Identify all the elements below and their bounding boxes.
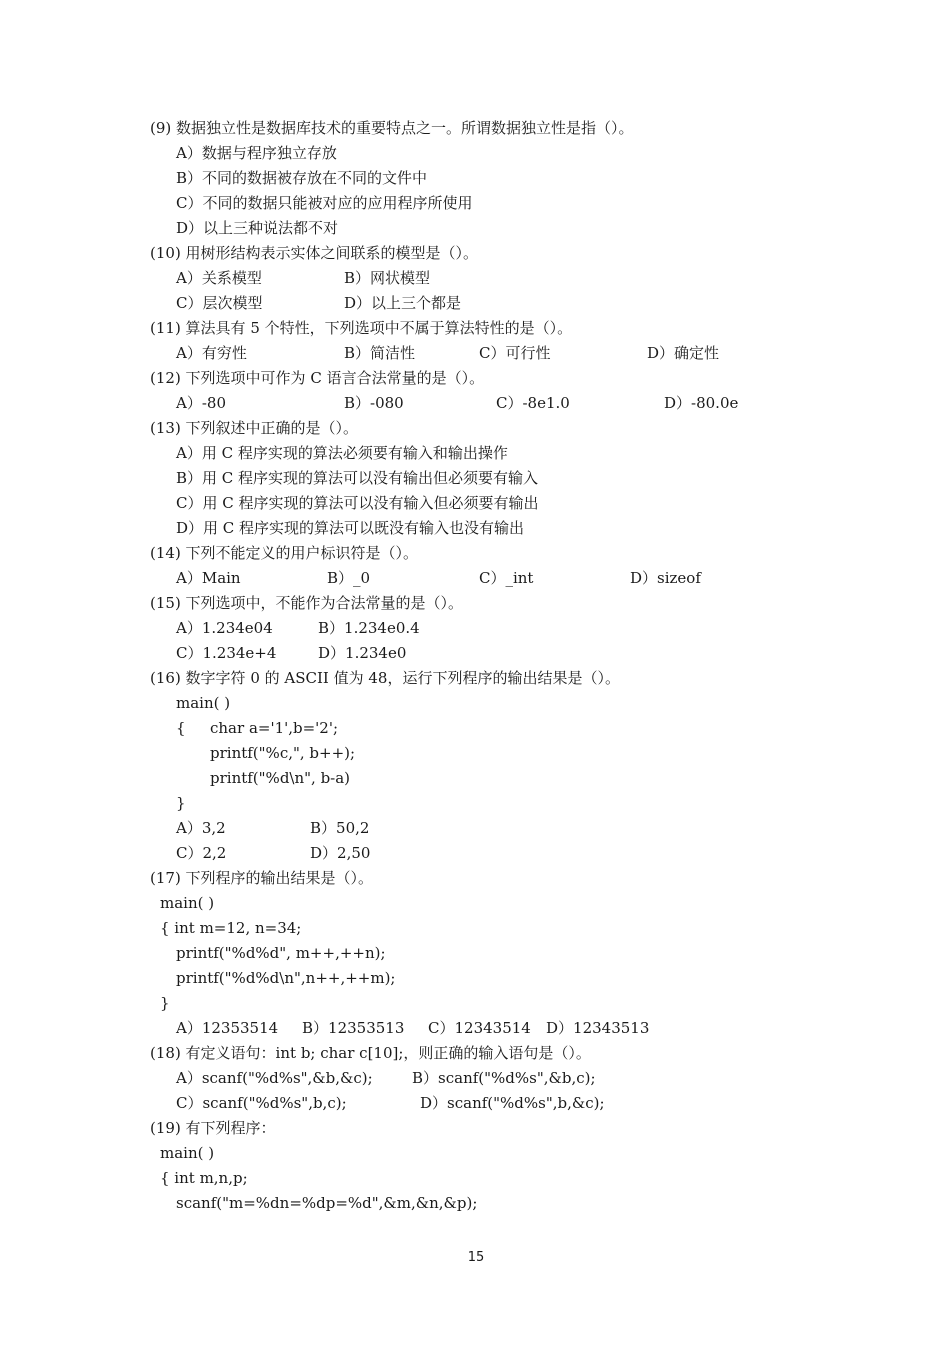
question-19: (19) 有下列程序： <box>150 1119 276 1137</box>
q10-option-b: B）网状模型 <box>344 269 431 287</box>
q13-option-d: D）用 C 程序实现的算法可以既没有输入也没有输出 <box>176 519 525 537</box>
q17-option-b: B）12353513 <box>302 1019 405 1037</box>
question-16: (16) 数字字符 0 的 ASCII 值为 48，运行下列程序的输出结果是（）。 <box>150 669 620 687</box>
question-14: (14) 下列不能定义的用户标识符是（）。 <box>150 544 419 562</box>
question-12: (12) 下列选项中可作为 C 语言合法常量的是（）。 <box>150 369 485 387</box>
q16-option-d: D）2,50 <box>310 844 371 862</box>
q13-option-c: C）用 C 程序实现的算法可以没有输入但必须要有输出 <box>176 494 539 512</box>
question-18: (18) 有定义语句：int b; char c[10];，则正确的输入语句是（）。 <box>150 1044 591 1062</box>
q16-code-line: char a='1',b='2'; <box>210 719 339 737</box>
q11-option-a: A）有穷性 <box>176 344 247 362</box>
q16-code-line: { <box>176 719 186 737</box>
q12-option-d: D）-80.0e <box>664 394 739 412</box>
q17-option-c: C）12343514 <box>428 1019 531 1037</box>
q19-code-line: scanf("m=%dn=%dp=%d",&m,&n,&p); <box>176 1194 478 1212</box>
q9-option-c: C）不同的数据只能被对应的应用程序所使用 <box>176 194 473 212</box>
q9-option-b: B）不同的数据被存放在不同的文件中 <box>176 169 428 187</box>
q17-code-line: printf("%d%d\n",n++,++m); <box>176 969 396 987</box>
question-17: (17) 下列程序的输出结果是（）。 <box>150 869 374 887</box>
q14-option-a: A）Main <box>176 569 241 587</box>
q19-code-line: main( ) <box>160 1144 215 1162</box>
q18-option-c: C）scanf("%d%s",b,c); <box>176 1094 347 1112</box>
q9-option-a: A）数据与程序独立存放 <box>176 144 337 162</box>
question-11: (11) 算法具有 5 个特性，下列选项中不属于算法特性的是（）。 <box>150 319 573 337</box>
question-10: (10) 用树形结构表示实体之间联系的模型是（）。 <box>150 244 479 262</box>
q19-code-line: { int m,n,p; <box>160 1169 248 1187</box>
page-number: 15 <box>467 1250 485 1265</box>
q10-option-c: C）层次模型 <box>176 294 263 312</box>
q11-option-d: D）确定性 <box>647 344 720 362</box>
question-9: (9) 数据独立性是数据库技术的重要特点之一。所谓数据独立性是指（）。 <box>150 119 634 137</box>
q18-option-b: B）scanf("%d%s",&b,c); <box>412 1069 596 1087</box>
q15-option-d: D）1.234e0 <box>318 644 407 662</box>
q16-option-a: A）3,2 <box>176 819 226 837</box>
q17-code-line: { int m=12, n=34; <box>160 919 302 937</box>
q12-option-a: A）-80 <box>176 394 226 412</box>
q17-code-line: } <box>160 994 170 1012</box>
q14-option-d: D）sizeof <box>630 569 701 587</box>
q12-option-c: C）-8e1.0 <box>496 394 570 412</box>
q12-option-b: B）-080 <box>344 394 404 412</box>
q16-option-b: B）50,2 <box>310 819 370 837</box>
q16-code-line: printf("%d\n", b-a) <box>210 769 351 787</box>
q16-code-line: printf("%c,", b++); <box>210 744 356 762</box>
q14-option-c: C）_int <box>479 569 534 587</box>
q15-option-c: C）1.234e+4 <box>176 644 277 662</box>
q10-option-a: A）关系模型 <box>176 269 262 287</box>
q17-option-d: D）12343513 <box>546 1019 650 1037</box>
q18-option-d: D）scanf("%d%s",b,&c); <box>420 1094 605 1112</box>
q17-code-line: printf("%d%d", m++,++n); <box>176 944 386 962</box>
question-15: (15) 下列选项中，不能作为合法常量的是（）。 <box>150 594 464 612</box>
question-13: (13) 下列叙述中正确的是（）。 <box>150 419 359 437</box>
q17-code-line: main( ) <box>160 894 215 912</box>
q16-code-line: } <box>176 794 186 812</box>
q10-option-d: D）以上三个都是 <box>344 294 462 312</box>
q11-option-c: C）可行性 <box>479 344 551 362</box>
q15-option-a: A）1.234e04 <box>176 619 273 637</box>
q13-option-a: A）用 C 程序实现的算法必须要有输入和输出操作 <box>176 444 508 462</box>
q14-option-b: B）_0 <box>327 569 371 587</box>
q9-option-d: D）以上三种说法都不对 <box>176 219 339 237</box>
q16-code-line: main( ) <box>176 694 231 712</box>
q18-option-a: A）scanf("%d%s",&b,&c); <box>176 1069 373 1087</box>
q15-option-b: B）1.234e0.4 <box>318 619 420 637</box>
q16-option-c: C）2,2 <box>176 844 227 862</box>
q11-option-b: B）简洁性 <box>344 344 416 362</box>
q17-option-a: A）12353514 <box>176 1019 279 1037</box>
q13-option-b: B）用 C 程序实现的算法可以没有输出但必须要有输入 <box>176 469 539 487</box>
